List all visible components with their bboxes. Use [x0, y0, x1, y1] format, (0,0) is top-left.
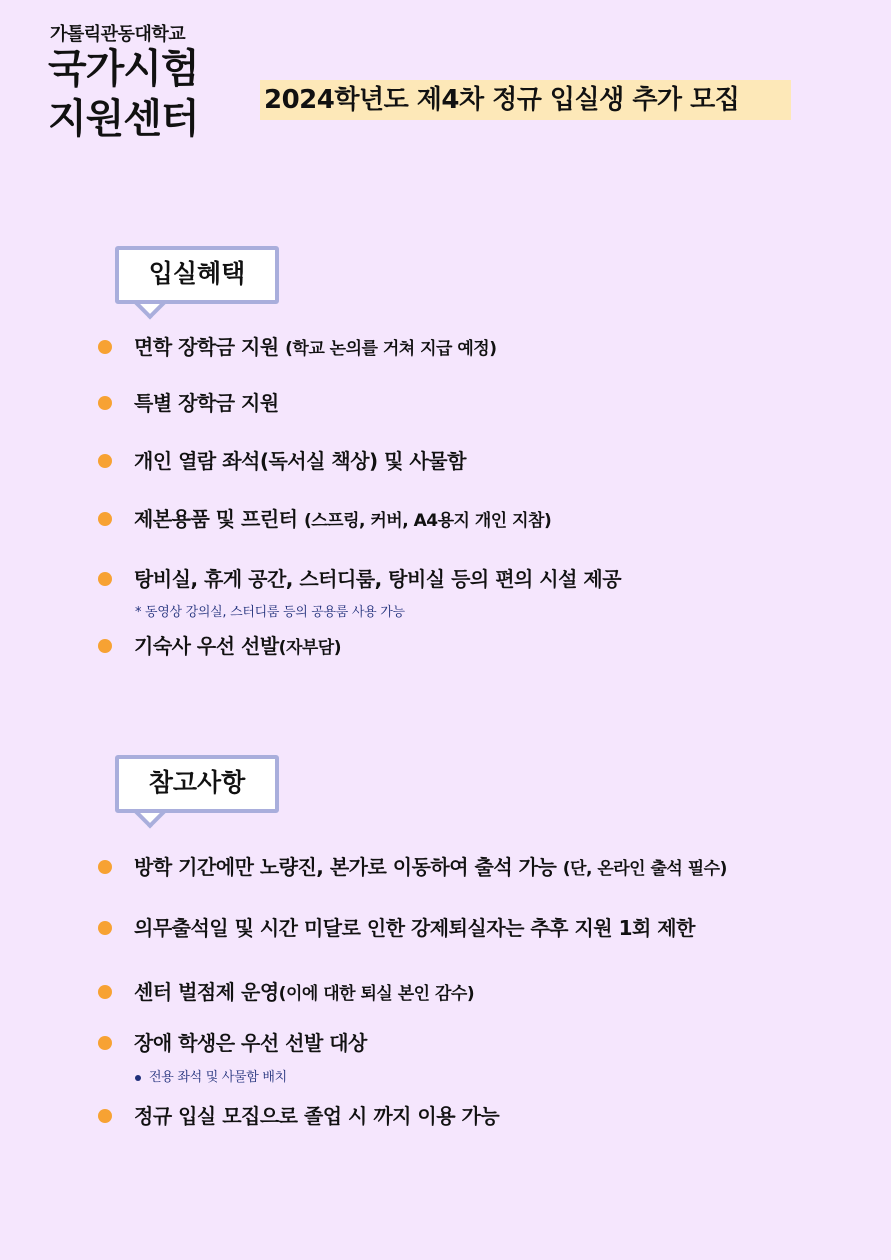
orange-bullet-icon — [98, 396, 112, 410]
notes-tag — [115, 755, 279, 813]
benefit-text: 기숙사 우선 선발 — [134, 634, 279, 658]
recruitment-headline: 2024학년도 제4차 정규 입실생 추가 모집 — [260, 80, 791, 120]
benefit-text: 개인 열람 좌석(독서실 책상) 및 사물함 — [134, 449, 466, 473]
benefit-subnote: * 동영상 강의실, 스터디룸 등의 공용룸 사용 가능 — [135, 605, 405, 620]
note-text: 센터 벌점제 운영 — [134, 980, 279, 1004]
benefit-note: (자부담) — [278, 638, 341, 658]
orange-bullet-icon — [98, 921, 112, 935]
benefits-tag — [115, 246, 279, 304]
note-text: 정규 입실 모집으로 졸업 시 까지 이용 가능 — [134, 1104, 500, 1128]
benefit-text: 특별 장학금 지원 — [134, 391, 279, 415]
note-extra: (단, 온라인 출석 필수) — [562, 859, 727, 879]
note-text: 장애 학생은 우선 선발 대상 — [134, 1031, 367, 1055]
note-text: 방학 기간에만 노량진, 본가로 이동하여 출석 가능 — [134, 855, 563, 879]
orange-bullet-icon — [98, 454, 112, 468]
note-subnote-text: 전용 좌석 및 사물함 배치 — [149, 1070, 287, 1085]
orange-bullet-icon — [98, 639, 112, 653]
orange-bullet-icon — [98, 1036, 112, 1050]
benefit-note: (학교 논의를 거쳐 지급 예정) — [285, 339, 497, 359]
orange-bullet-icon — [98, 572, 112, 586]
center-title-line2: 지원센터 — [48, 96, 199, 142]
note-extra: (이에 대한 퇴실 본인 감수) — [278, 984, 475, 1004]
orange-bullet-icon — [98, 1109, 112, 1123]
orange-bullet-icon — [98, 985, 112, 999]
orange-bullet-icon — [98, 512, 112, 526]
center-title — [48, 44, 199, 144]
benefit-text: 탕비실, 휴게 공간, 스터디룸, 탕비실 등의 편의 시설 제공 — [134, 567, 622, 591]
orange-bullet-icon — [98, 340, 112, 354]
benefit-note: (스프링, 커버, A4용지 개인 지참) — [303, 511, 552, 531]
note-text: 의무출석일 및 시간 미달로 인한 강제퇴실자는 추후 지원 1회 제한 — [134, 916, 695, 940]
benefit-text: 면학 장학금 지원 — [134, 335, 286, 359]
notes-label: 참고사항 — [148, 768, 246, 797]
center-title-line1: 국가시험 — [48, 46, 199, 92]
note-subnote — [135, 1066, 287, 1085]
benefit-text: 제본용품 및 프린터 — [134, 507, 304, 531]
dot-bullet-icon — [135, 1075, 141, 1081]
benefits-label: 입실혜택 — [148, 259, 246, 288]
orange-bullet-icon — [98, 860, 112, 874]
org-name: 가톨릭관동대학교 — [50, 24, 186, 45]
